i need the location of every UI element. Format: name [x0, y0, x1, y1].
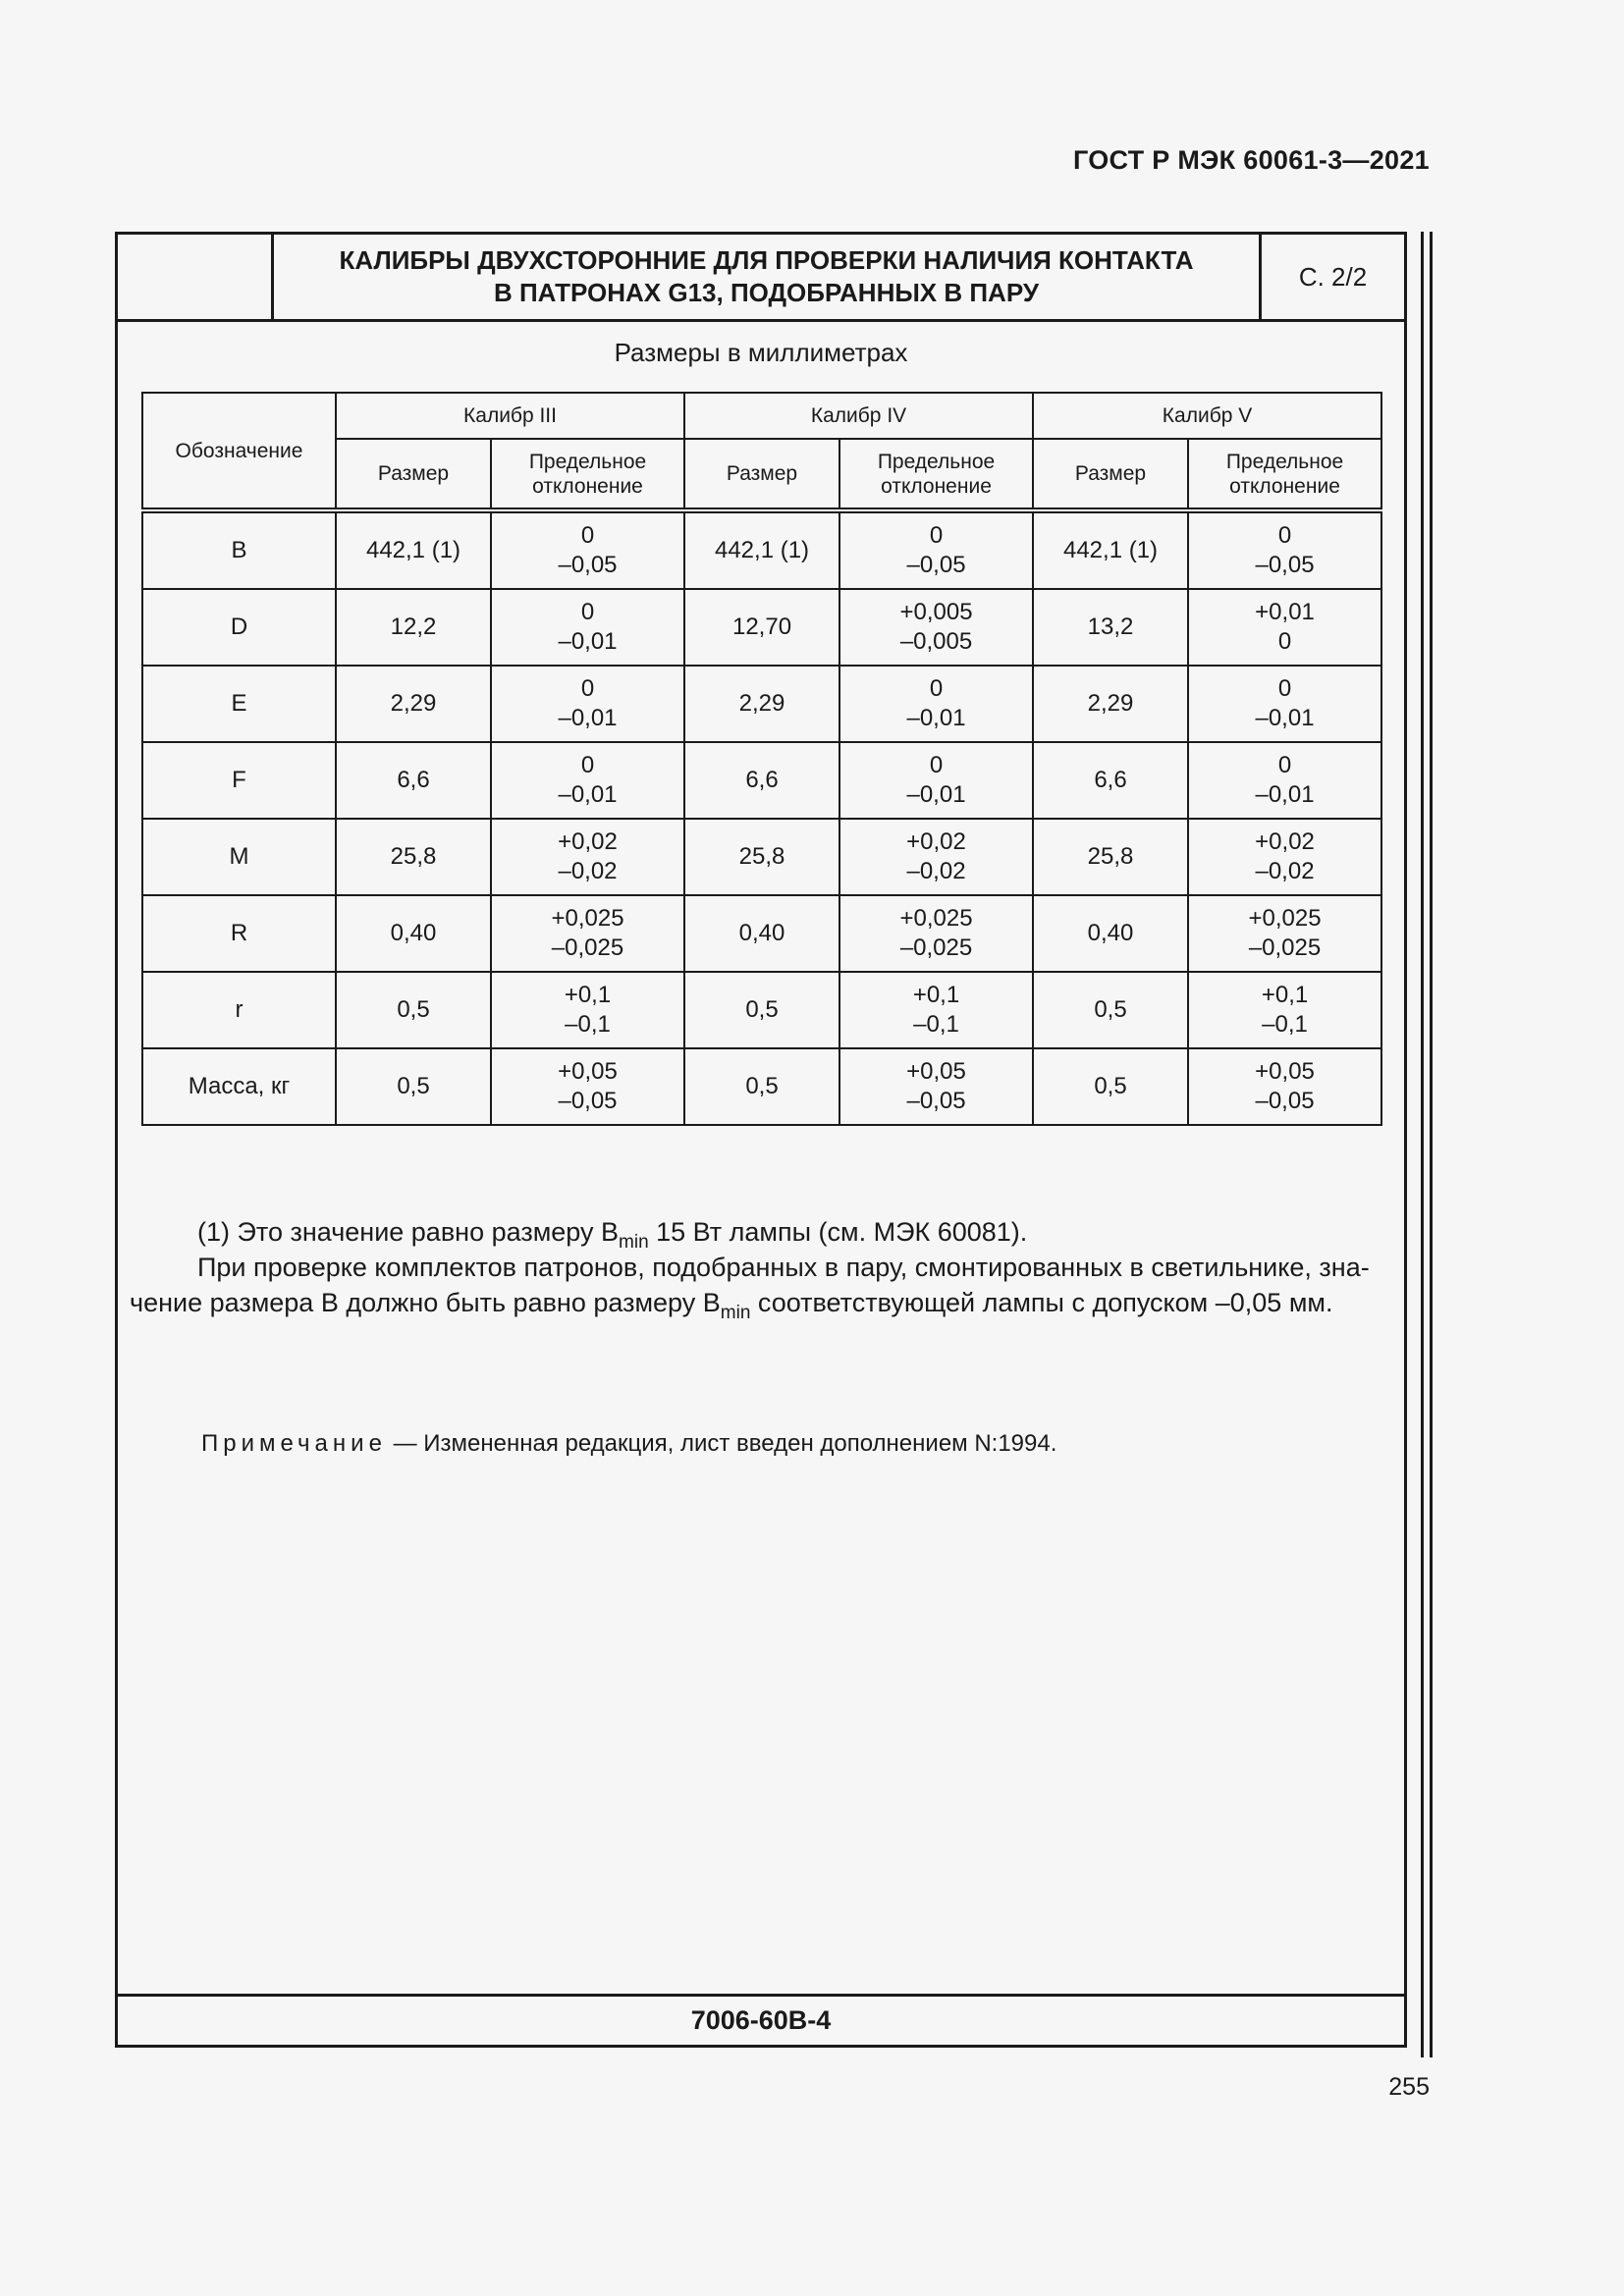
size-cell: 0,5: [684, 1048, 839, 1125]
size-cell: 2,29: [336, 666, 491, 742]
tolerance-lower: –0,01: [1255, 705, 1315, 731]
tolerance-header-line: отклонение: [532, 474, 643, 498]
tolerance-lower: –0,005: [899, 628, 973, 655]
tolerance-lower: –0,02: [1255, 858, 1315, 884]
tolerance-upper: 0: [580, 675, 595, 702]
tolerance-cell: [1188, 510, 1381, 589]
tolerance-cell: [491, 819, 684, 895]
tolerance-lower: –0,1: [565, 1011, 611, 1038]
tolerance-lower: –0,02: [906, 858, 966, 884]
tolerance-upper: +0,025: [1248, 905, 1322, 932]
designation-cell: M: [142, 819, 336, 895]
table-row: [142, 895, 1381, 972]
units-caption: Размеры в миллиметрах: [614, 338, 908, 367]
tolerance-lower: –0,01: [906, 781, 966, 808]
tolerance-header: [839, 439, 1033, 510]
remark-text: — Измененная редакция, лист введен дополнением N:1994.: [386, 1430, 1057, 1457]
size-header: Размер: [336, 439, 491, 510]
tolerance-cell: [1188, 972, 1381, 1048]
tolerance-lower: –0,1: [1262, 1011, 1308, 1038]
tolerance-upper: +0,025: [899, 905, 973, 932]
tolerance-upper: 0: [1277, 522, 1292, 549]
tolerance-upper: +0,02: [906, 828, 966, 855]
tolerance-cell: [1188, 819, 1381, 895]
tolerance-cell: [491, 666, 684, 742]
tolerance-lower: –0,01: [558, 628, 618, 655]
designation-cell: Масса, кг: [142, 1048, 336, 1125]
title-line-2: В ПАТРОНАХ G13, ПОДОБРАННЫХ В ПАРУ: [493, 278, 1039, 307]
tolerance-lower: –0,05: [906, 552, 966, 578]
gauge-header: Калибр III: [336, 393, 684, 439]
tolerance-lower: –0,01: [906, 705, 966, 731]
designation-cell: r: [142, 972, 336, 1048]
tolerance-upper: +0,005: [899, 599, 973, 625]
tolerance-cell: [491, 895, 684, 972]
size-header: Размер: [684, 439, 839, 510]
footnote-text: соответствующей лампы с допуском –0,05 мм.: [750, 1288, 1333, 1317]
size-cell: 25,8: [336, 819, 491, 895]
footnote-1: [130, 1214, 1390, 1253]
size-cell: 442,1 (1): [336, 510, 491, 589]
tolerance-upper: +0,05: [906, 1058, 966, 1085]
size-cell: 2,29: [1033, 666, 1188, 742]
sheet-number: С. 2/2: [1298, 261, 1368, 292]
dimensions-table: [141, 392, 1382, 1126]
footnote-text: 15 Вт лампы (см. МЭК 60081).: [648, 1217, 1028, 1247]
tolerance-cell: [839, 972, 1033, 1048]
tolerance-cell: [839, 742, 1033, 819]
tolerance-cell: [491, 1048, 684, 1125]
tolerance-upper: 0: [580, 752, 595, 778]
tolerance-cell: [839, 589, 1033, 666]
tolerance-header-line: отклонение: [1229, 474, 1340, 498]
title-block: [118, 235, 1404, 322]
footnotes: [130, 1214, 1390, 1323]
tolerance-cell: [839, 666, 1033, 742]
tolerance-upper: 0: [1277, 752, 1292, 778]
tolerance-lower: –0,05: [1255, 1088, 1315, 1114]
tolerance-cell: [1188, 895, 1381, 972]
footnote-text: чение размера B должно быть равно размеру B: [130, 1288, 721, 1317]
size-cell: 0,40: [336, 895, 491, 972]
tolerance-lower: –0,05: [1255, 552, 1315, 578]
size-cell: 25,8: [1033, 819, 1188, 895]
tolerance-header-line: отклонение: [881, 474, 992, 498]
tolerance-upper: +0,02: [1255, 828, 1315, 855]
tolerance-lower: –0,05: [906, 1088, 966, 1114]
designation-cell: B: [142, 510, 336, 589]
size-cell: 2,29: [684, 666, 839, 742]
table-row: [142, 510, 1381, 589]
tolerance-upper: +0,02: [558, 828, 618, 855]
size-cell: 0,5: [336, 1048, 491, 1125]
footnote-2-line-1: При проверке комплектов патронов, подобранных в пару, смонтированных в светильнике, зна-: [197, 1253, 1370, 1282]
designation-cell: R: [142, 895, 336, 972]
size-cell: 0,5: [336, 972, 491, 1048]
margin-rule: [1421, 232, 1424, 2057]
gauge-header: Калибр IV: [684, 393, 1033, 439]
size-cell: 6,6: [684, 742, 839, 819]
tolerance-upper: +0,1: [1261, 982, 1309, 1008]
subscript: min: [619, 1232, 649, 1253]
tolerance-lower: –0,01: [558, 705, 618, 731]
tolerance-lower: –0,01: [1255, 781, 1315, 808]
tolerance-cell: [839, 819, 1033, 895]
margin-rule: [1430, 232, 1433, 2057]
designation-cell: E: [142, 666, 336, 742]
tolerance-cell: [1188, 666, 1381, 742]
tolerance-header-line: Предельное: [528, 450, 647, 473]
size-cell: 0,5: [1033, 972, 1188, 1048]
tolerance-upper: +0,1: [564, 982, 612, 1008]
footnote-text: (1) Это значение равно размеру B: [197, 1217, 620, 1247]
table-row: [142, 1048, 1381, 1125]
tolerance-cell: [1188, 1048, 1381, 1125]
tolerance-cell: [491, 742, 684, 819]
tolerance-lower: –0,1: [913, 1011, 959, 1038]
table-row: [142, 819, 1381, 895]
table-body: [142, 510, 1381, 1125]
tolerance-lower: 0: [1277, 628, 1292, 655]
tolerance-lower: –0,05: [558, 552, 618, 578]
remark-label: Примечание: [201, 1430, 387, 1457]
size-cell: 6,6: [1033, 742, 1188, 819]
size-header: Размер: [1033, 439, 1188, 510]
designation-cell: F: [142, 742, 336, 819]
tolerance-lower: –0,05: [558, 1088, 618, 1114]
tolerance-header: [1188, 439, 1381, 510]
tolerance-lower: –0,02: [558, 858, 618, 884]
tolerance-upper: +0,05: [1255, 1058, 1315, 1085]
tolerance-upper: 0: [580, 522, 595, 549]
tolerance-lower: –0,01: [558, 781, 618, 808]
tolerance-upper: +0,01: [1255, 599, 1315, 625]
tolerance-upper: 0: [1277, 675, 1292, 702]
tolerance-upper: 0: [580, 599, 595, 625]
tolerance-cell: [491, 972, 684, 1048]
size-cell: 442,1 (1): [1033, 510, 1188, 589]
tolerance-cell: [839, 1048, 1033, 1125]
tolerance-cell: [491, 589, 684, 666]
tolerance-header-line: Предельное: [877, 450, 996, 473]
gauge-header: Калибр V: [1033, 393, 1381, 439]
tolerance-header: [491, 439, 684, 510]
table-row: [142, 742, 1381, 819]
tolerance-cell: [839, 895, 1033, 972]
size-cell: 0,40: [684, 895, 839, 972]
title-line-1: КАЛИБРЫ ДВУХСТОРОННИЕ ДЛЯ ПРОВЕРКИ НАЛИЧИЯ КОНТАКТА: [339, 245, 1194, 275]
size-cell: 6,6: [336, 742, 491, 819]
standard-designation: ГОСТ Р МЭК 60061-3—2021: [1072, 145, 1430, 175]
table-row: [142, 589, 1381, 666]
tolerance-header-line: Предельное: [1225, 450, 1344, 473]
size-cell: 13,2: [1033, 589, 1188, 666]
tolerance-lower: –0,025: [899, 934, 973, 961]
subscript: min: [720, 1303, 751, 1323]
tolerance-upper: 0: [929, 752, 944, 778]
table-row: [142, 972, 1381, 1048]
sheet-frame: [115, 232, 1407, 2048]
remark-note: [201, 1430, 1056, 1458]
size-cell: 442,1 (1): [684, 510, 839, 589]
tolerance-upper: +0,025: [551, 905, 624, 932]
page-number: 255: [1388, 2073, 1430, 2101]
tolerance-upper: 0: [929, 675, 944, 702]
sheet-code: 7006-60B-4: [118, 1994, 1404, 2045]
tolerance-cell: [839, 510, 1033, 589]
designation-cell: D: [142, 589, 336, 666]
size-cell: 0,40: [1033, 895, 1188, 972]
tolerance-cell: [1188, 742, 1381, 819]
tolerance-cell: [1188, 589, 1381, 666]
size-cell: 12,2: [336, 589, 491, 666]
tolerance-lower: –0,025: [1248, 934, 1322, 961]
title-left-cell: [118, 235, 274, 319]
table-row: [142, 666, 1381, 742]
tolerance-upper: +0,1: [912, 982, 960, 1008]
size-cell: 0,5: [1033, 1048, 1188, 1125]
tolerance-upper: +0,05: [558, 1058, 618, 1085]
size-cell: 25,8: [684, 819, 839, 895]
tolerance-lower: –0,025: [551, 934, 624, 961]
size-cell: 12,70: [684, 589, 839, 666]
footnote-2-line-2: [130, 1285, 1390, 1323]
tolerance-upper: 0: [929, 522, 944, 549]
size-cell: 0,5: [684, 972, 839, 1048]
tolerance-cell: [491, 510, 684, 589]
sheet-title: [274, 235, 1262, 319]
designation-header: Обозначение: [142, 393, 336, 510]
